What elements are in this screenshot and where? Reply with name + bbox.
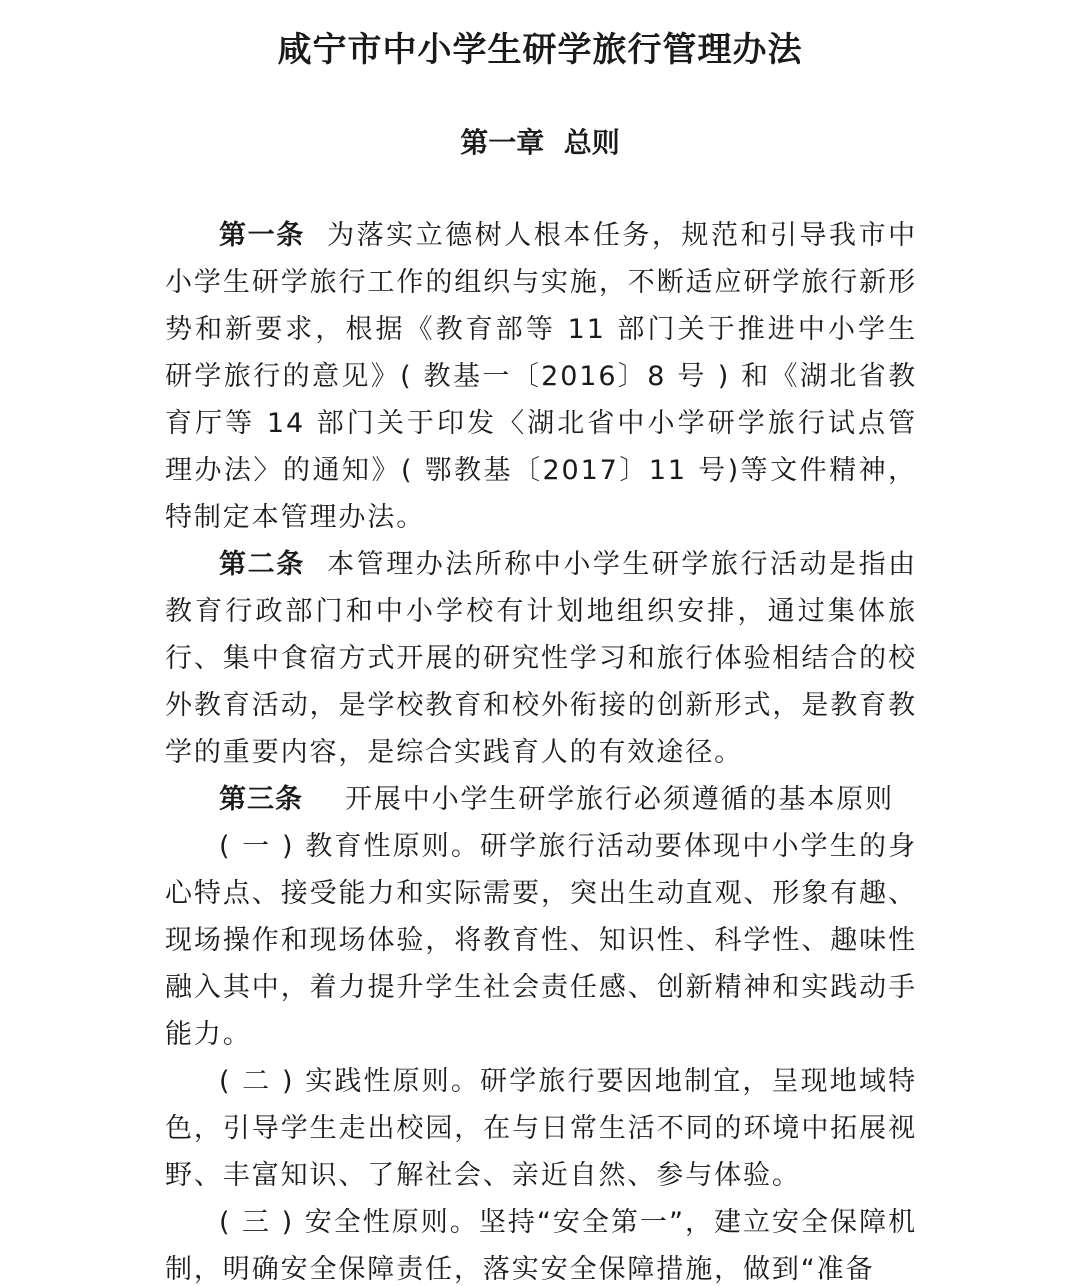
article-text: 为落实立德树人根本任务，规范和引导我市中小学生研学旅行工作的组织与实施，不断适应研学旅行新形势和新要求，根据《教育部等 11 部门关于推进中小学生研学旅行的意见》( 教基一〔2016〕8 号 ) 和《湖北省教育厅等 14 部门关于印发〈湖北省中小学研学旅行试点管理办法〉的通知》( 鄂教基〔2017〕11 号)等文件精神，特制定本管理办法。 [165, 220, 918, 533]
article-text: 开展中小学生研学旅行必须遵循的基本原则 [344, 784, 895, 815]
article-2 [165, 541, 917, 776]
article-3 [165, 776, 917, 823]
principle-1: ( 一 ) 教育性原则。研学旅行活动要体现中小学生的身心特点、接受能力和实际需要，突出生动直观、形象有趣、现场操作和现场体验，将教育性、知识性、科学性、趣味性融入其中，着力提升学生社会责任感、创新精神和实践动手能力。 [165, 831, 917, 1050]
article-text: 本管理办法所称中小学生研学旅行活动是指由教育行政部门和中小学校有计划地组织安排，通过集体旅行、集中食宿方式开展的研究性学习和旅行体验相结合的校外教育活动，是学校教育和校外衔接的创新形式，是教育教学的重要内容，是综合实践育人的有效途径。 [165, 549, 918, 768]
chapter-title: 第一章 总则 [460, 126, 620, 159]
principle-3: ( 三 ) 安全性原则。坚持“安全第一”，建立安全保障机制，明确安全保障责任，落实安全保障措施，做到“准备 [165, 1207, 917, 1285]
document-body [165, 212, 917, 1286]
article-label: 第一条 [219, 220, 305, 251]
article-1 [165, 212, 917, 541]
principle-2: ( 二 ) 实践性原则。研学旅行要因地制宜，呈现地域特色，引导学生走出校园，在与日常生活不同的环境中拓展视野、丰富知识、了解社会、亲近自然、参与体验。 [165, 1066, 917, 1191]
article-label: 第三条 [219, 784, 303, 815]
document-title: 咸宁市中小学生研学旅行管理办法 [277, 30, 803, 70]
article-label: 第二条 [219, 549, 305, 580]
